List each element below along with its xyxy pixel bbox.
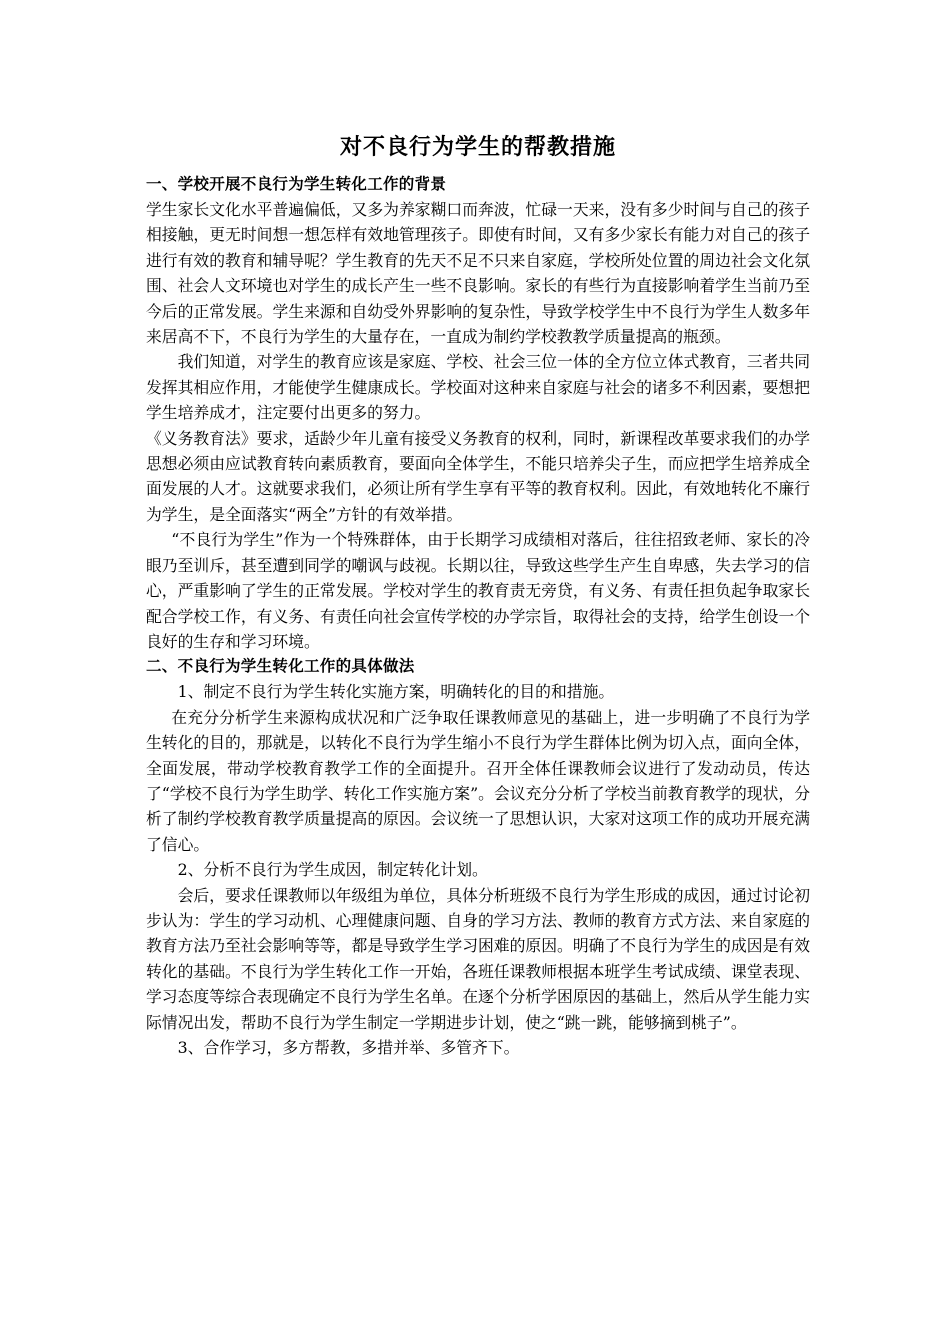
document-page — [146, 130, 810, 1060]
section-background — [146, 172, 810, 654]
paragraph: 学生家长文化水平普遍偏低，又多为养家糊口而奔波，忙碌一天来，没有多少时间与自己的孩子相接触，更无时间想一想怎样有效地管理孩子。即使有时间，又有多少家长有能力对自己的孩子进行有效的教育和辅导呢？学生教育的先天不足不只来自家庭，学校所处位置的周边社会文化氛围、社会人文环境也对学生的成长产生一些不良影响。家长的有些行为直接影响着学生当前乃至今后的正常发展。学生来源和自幼受外界影响的复杂性，导致学校学生中不良行为学生人数多年来居高不下，不良行为学生的大量存在，一直成为制约学校教教学质量提高的瓶颈。 — [146, 200, 810, 347]
paragraph: “不良行为学生”作为一个特殊群体，由于长期学习成绩相对落后，往往招致老师、家长的冷眼乃至训斥，甚至遭到同学的嘲讽与歧视。长期以往，导致这些学生产生自卑感，失去学习的信心，严重影响了学生的正常发展。学校对学生的教育责无旁贷，有义务、有责任担负起争取家长配合学校工作，有义务、有责任向社会宣传学校的办学宗旨，取得社会的支持，给学生创设一个良好的生存和学习环境。 — [146, 530, 810, 651]
document-title: 对不良行为学生的帮教措施 — [339, 135, 616, 160]
section-heading: 二、不良行为学生转化工作的具体做法 — [146, 657, 415, 676]
section-heading: 一、学校开展不良行为学生转化工作的背景 — [146, 175, 447, 193]
paragraph: 在充分分析学生来源构成状况和广泛争取任课教师意见的基础上，进一步明确了不良行为学生转化的目的，那就是，以转化不良行为学生缩小不良行为学生群体比例为切入点，面向全体，全面发展，带动学校教育教学工作的全面提升。召开全体任课教师会议进行了发动动员，传达了“学校不良行为学生助学、转化工作实施方案”。会议充分分析了学校当前教育教学的现状，分析了制约学校教育教学质量提高的原因。会议统一了思想认识，大家对这项工作的成功开展充满了信心。 — [146, 707, 810, 854]
subheading: 3、合作学习，多方帮教，多措并举、多管齐下。 — [177, 1038, 520, 1057]
paragraph: 《义务教育法》要求，适龄少年儿童有接受义务教育的权利，同时，新课程改革要求我们的办学思想必须由应试教育转向素质教育，要面向全体学生，不能只培养尖子生，而应把学生培养成全面发展的人才。这就要求我们，必须让所有学生享有平等的教育权利。因此，有效地转化不廉行为学生，是全面落实“两全”方针的有效举措。 — [146, 428, 810, 524]
subheading: 2、分析不良行为学生成因，制定转化计划。 — [177, 860, 488, 880]
section-practices — [146, 654, 810, 1060]
paragraph: 我们知道，对学生的教育应该是家庭、学校、社会三位一体的全方位立体式教育，三者共同发挥其相应作用，才能使学生健康成长。学校面对这种来自家庭与社会的诸多不利因素，要想把学生培养成才，注定要付出更多的努力。 — [146, 352, 810, 423]
subheading: 1、制定不良行为学生转化实施方案，明确转化的目的和措施。 — [177, 682, 615, 702]
paragraph: 会后，要求任课教师以年级组为单位，具体分析班级不良行为学生形成的成因，通过讨论初步认为：学生的学习动机、心理健康问题、自身的学习方法、教师的教育方式方法、来自家庭的教育方法乃至社会影响等等，都是导致学生学习困难的原因。明确了不良行为学生的成因是有效转化的基础。不良行为学生转化工作一开始，各班任课教师根据本班学生考试成绩、课堂表现、学习态度等综合表现确定不良行为学生名单。在逐个分析学困原因的基础上，然后从学生能力实际情况出发，帮助不良行为学生制定一学期进步计划，使之“跳一跳，能够摘到桃子”。 — [146, 885, 810, 1032]
